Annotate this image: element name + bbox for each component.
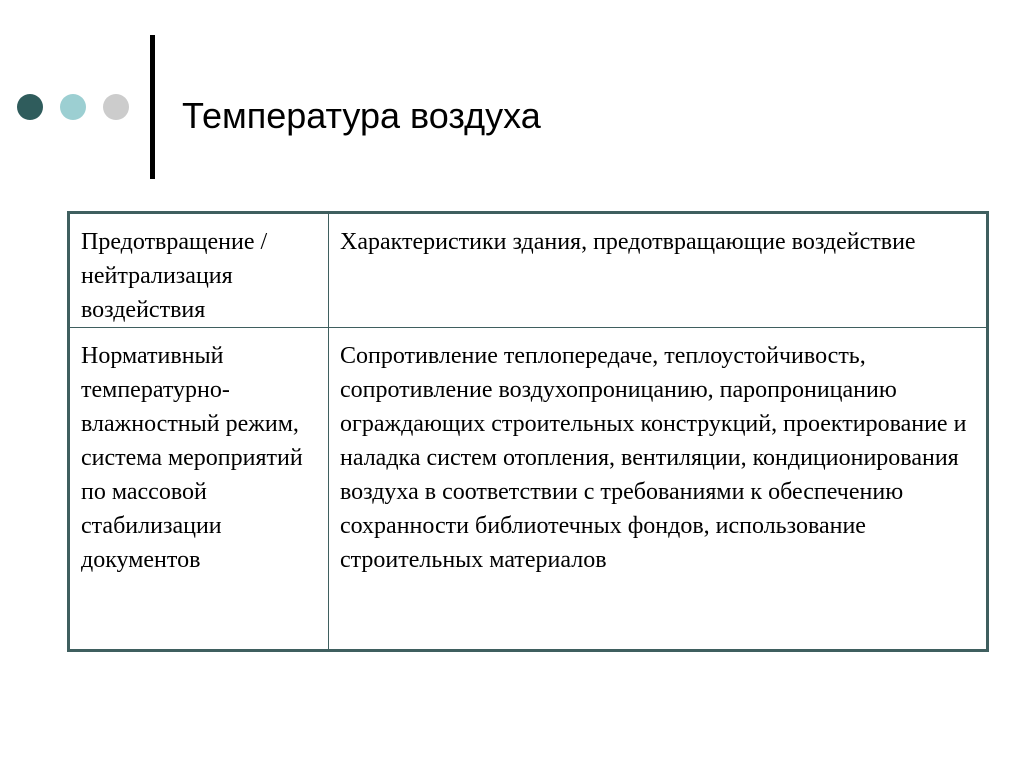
decor-dot-gray (103, 94, 129, 120)
title-divider-line (150, 35, 155, 179)
decor-dot-dark (17, 94, 43, 120)
body-cell-left: Нормативный температурно-влажностный режим, система мероприятий по массовой стабилизации документов (69, 328, 329, 651)
table-row (69, 328, 988, 651)
slide-title: Температура воздуха (182, 95, 541, 136)
body-cell-right: Сопротивление теплопередаче, теплоустойчивость, сопротивление воздухопроницанию, паропроницанию ограждающих строительных конструкций, проектирование и наладка систем отопления, вентиляции, кондиционирования воздуха в соответствии с требованиями к обеспечению сохранности библиотечных фондов, использование строительных материалов (329, 328, 988, 651)
header-cell-right: Характеристики здания, предотвращающие воздействие (329, 213, 988, 328)
content-table (67, 211, 989, 652)
header-cell-left: Предотвращение /нейтрализация воздействия (69, 213, 329, 328)
decor-dot-light (60, 94, 86, 120)
table-header-row (69, 213, 988, 328)
